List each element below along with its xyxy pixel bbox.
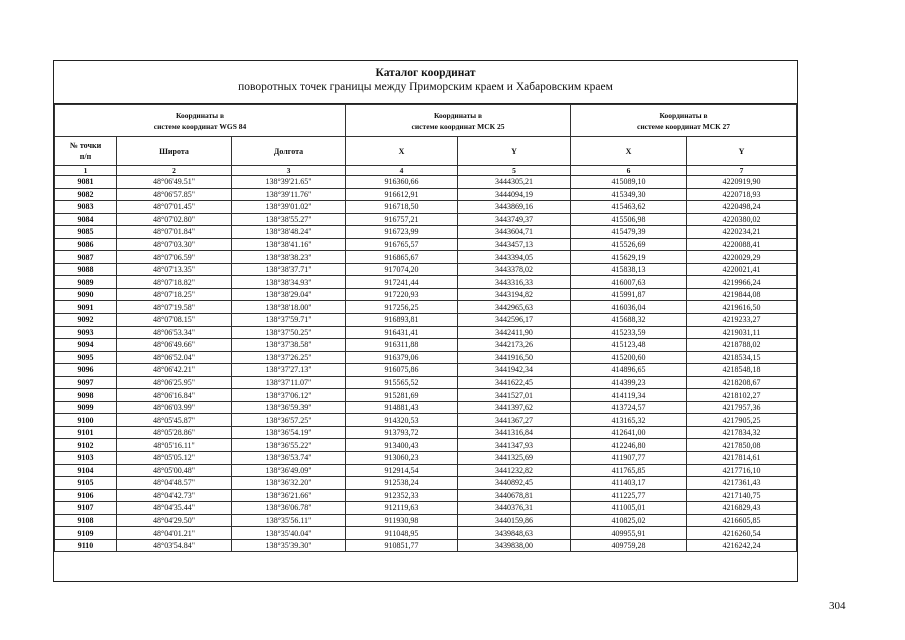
- point-number-cell: 9089: [55, 276, 117, 289]
- msk27-y-cell: 4220498,24: [687, 201, 797, 214]
- table-row: [55, 176, 797, 189]
- msk25-x-cell: 911048,95: [346, 527, 458, 540]
- page-number: 304: [829, 600, 846, 612]
- msk25-x-cell: 916311,88: [346, 339, 458, 352]
- latitude-cell: 48°04'01.21": [117, 527, 232, 540]
- latitude-cell: 48°03'54.84": [117, 539, 232, 552]
- table-row: [55, 452, 797, 465]
- longitude-cell: 138°37'50.25": [232, 326, 346, 339]
- wgs84-header: [55, 105, 346, 137]
- point-number-cell: 9102: [55, 439, 117, 452]
- table-row: [55, 238, 797, 251]
- msk27-x-cell: 411765,85: [571, 464, 687, 477]
- msk25-x-cell: 916360,66: [346, 176, 458, 189]
- latitude-cell: 48°05'05.12": [117, 452, 232, 465]
- longitude-cell: 138°38'38.23": [232, 251, 346, 264]
- longitude-cell: 138°39'01.02": [232, 201, 346, 214]
- longitude-cell: 138°36'06.78": [232, 502, 346, 515]
- latitude-cell: 48°07'18.25": [117, 288, 232, 301]
- longitude-cell: 138°36'21.66": [232, 489, 346, 502]
- msk27-y-cell: 4219031,11: [687, 326, 797, 339]
- latitude-cell: 48°04'42.73": [117, 489, 232, 502]
- msk25-y-cell: 3443604,71: [458, 226, 571, 239]
- msk25-x-cell: 917241,44: [346, 276, 458, 289]
- latitude-cell: 48°06'03.99": [117, 401, 232, 414]
- point-number-cell: 9081: [55, 176, 117, 189]
- msk27-x-cell: 415123,48: [571, 339, 687, 352]
- table-row: [55, 351, 797, 364]
- msk25-x-cell: 913793,72: [346, 426, 458, 439]
- latitude-cell: 48°06'42.21": [117, 364, 232, 377]
- column-number: 5: [458, 166, 571, 176]
- msk25-y-cell: 3440376,31: [458, 502, 571, 515]
- catalog-title: Каталог координат: [375, 67, 476, 79]
- msk25-y-cell: 3440892,45: [458, 477, 571, 490]
- point-number-cell: 9094: [55, 339, 117, 352]
- longitude-cell: 138°35'56.11": [232, 514, 346, 527]
- msk25-x-cell: 912538,24: [346, 477, 458, 490]
- msk27-y-cell: 4218208,67: [687, 376, 797, 389]
- msk25-x-cell: 913060,23: [346, 452, 458, 465]
- msk25-y-cell: 3442411,90: [458, 326, 571, 339]
- point-number-cell: 9084: [55, 213, 117, 226]
- point-number-cell: 9099: [55, 401, 117, 414]
- point-number-cell: 9101: [55, 426, 117, 439]
- catalog-subtitle: поворотных точек границы между Приморским краем и Хабаровским краем: [238, 81, 613, 93]
- msk27-x-cell: 414896,65: [571, 364, 687, 377]
- table-row: [55, 502, 797, 515]
- table-row: [55, 288, 797, 301]
- msk25-y-cell: 3441316,84: [458, 426, 571, 439]
- point-number-cell: 9082: [55, 188, 117, 201]
- msk25-x-cell: 916757,21: [346, 213, 458, 226]
- msk27-x-cell: 415089,10: [571, 176, 687, 189]
- msk27-y-cell: 4216260,54: [687, 527, 797, 540]
- msk25-y-cell: 3441232,82: [458, 464, 571, 477]
- msk25-y-cell: 3443378,02: [458, 263, 571, 276]
- msk25-y-cell: 3441367,27: [458, 414, 571, 427]
- point-number-cell: 9087: [55, 251, 117, 264]
- table-row: [55, 364, 797, 377]
- msk27-x-header: X: [571, 137, 687, 166]
- point-number-header: [55, 137, 117, 166]
- msk27-y-cell: 4217957,36: [687, 401, 797, 414]
- msk25-y-cell: 3441347,93: [458, 439, 571, 452]
- longitude-cell: 138°35'40.04": [232, 527, 346, 540]
- latitude-cell: 48°07'02.80": [117, 213, 232, 226]
- latitude-cell: 48°05'16.11": [117, 439, 232, 452]
- point-number-cell: 9110: [55, 539, 117, 552]
- msk25-y-cell: 3439838,00: [458, 539, 571, 552]
- msk27-y-cell: 4220234,21: [687, 226, 797, 239]
- system-header-line: системе координат МСК 27: [637, 121, 730, 131]
- system-header-line: системе координат WGS 84: [153, 121, 247, 131]
- msk25-y-cell: 3443457,13: [458, 238, 571, 251]
- longitude-cell: 138°36'55.22": [232, 439, 346, 452]
- msk25-x-cell: 916865,67: [346, 251, 458, 264]
- msk25-x-cell: 916612,91: [346, 188, 458, 201]
- msk27-x-cell: 411907,77: [571, 452, 687, 465]
- msk25-x-cell: 912914,54: [346, 464, 458, 477]
- msk27-x-cell: 415629,19: [571, 251, 687, 264]
- table-row: [55, 326, 797, 339]
- msk27-x-cell: 415200,60: [571, 351, 687, 364]
- msk27-x-cell: 413724,57: [571, 401, 687, 414]
- latitude-cell: 48°07'08.15": [117, 314, 232, 327]
- msk25-y-cell: 3441622,45: [458, 376, 571, 389]
- table-row: [55, 414, 797, 427]
- msk27-y-cell: 4219616,50: [687, 301, 797, 314]
- table-row: [55, 426, 797, 439]
- msk27-x-cell: 415479,39: [571, 226, 687, 239]
- point-number-cell: 9100: [55, 414, 117, 427]
- coordinates-table: [54, 104, 797, 552]
- table-row: [55, 213, 797, 226]
- msk27-x-cell: 415991,87: [571, 288, 687, 301]
- longitude-cell: 138°37'11.07": [232, 376, 346, 389]
- table-row: [55, 401, 797, 414]
- msk27-x-cell: 415526,69: [571, 238, 687, 251]
- point-number-cell: 9109: [55, 527, 117, 540]
- msk25-y-cell: 3440159,86: [458, 514, 571, 527]
- table-row: [55, 226, 797, 239]
- msk25-y-cell: 3443316,33: [458, 276, 571, 289]
- latitude-cell: 48°06'52.04": [117, 351, 232, 364]
- msk27-y-cell: 4216242,24: [687, 539, 797, 552]
- table-row: [55, 527, 797, 540]
- coordinate-catalog: [53, 60, 798, 582]
- msk27-y-cell: 4217850,08: [687, 439, 797, 452]
- latitude-cell: 48°07'13.35": [117, 263, 232, 276]
- point-number-cell: 9097: [55, 376, 117, 389]
- msk27-y-cell: 4219844,08: [687, 288, 797, 301]
- table-row: [55, 263, 797, 276]
- longitude-cell: 138°37'38.58": [232, 339, 346, 352]
- msk27-y-cell: 4217361,43: [687, 477, 797, 490]
- msk27-x-cell: 410825,02: [571, 514, 687, 527]
- point-number-cell: 9108: [55, 514, 117, 527]
- latitude-cell: 48°06'49.51": [117, 176, 232, 189]
- msk25-x-cell: 910851,77: [346, 539, 458, 552]
- msk25-x-cell: 917256,25: [346, 301, 458, 314]
- msk25-y-cell: 3440678,81: [458, 489, 571, 502]
- msk27-y-cell: 4216605,85: [687, 514, 797, 527]
- msk25-y-cell: 3443394,05: [458, 251, 571, 264]
- msk27-y-cell: 4218548,18: [687, 364, 797, 377]
- point-number-cell: 9106: [55, 489, 117, 502]
- msk27-y-cell: 4217905,25: [687, 414, 797, 427]
- msk25-x-cell: 915565,52: [346, 376, 458, 389]
- msk25-x-cell: 916379,06: [346, 351, 458, 364]
- point-number-cell: 9091: [55, 301, 117, 314]
- msk27-y-cell: 4220021,41: [687, 263, 797, 276]
- latitude-cell: 48°07'01.84": [117, 226, 232, 239]
- table-row: [55, 376, 797, 389]
- table-row: [55, 251, 797, 264]
- msk27-y-cell: 4218788,02: [687, 339, 797, 352]
- msk25-y-cell: 3441527,01: [458, 389, 571, 402]
- system-header-line: Координаты в: [659, 110, 708, 120]
- longitude-cell: 138°36'49.09": [232, 464, 346, 477]
- latitude-cell: 48°05'00.48": [117, 464, 232, 477]
- msk25-y-cell: 3441942,34: [458, 364, 571, 377]
- point-number-cell: 9093: [55, 326, 117, 339]
- longitude-cell: 138°37'06.12": [232, 389, 346, 402]
- system-header-line: Координаты в: [175, 110, 225, 120]
- msk25-x-header: X: [346, 137, 458, 166]
- msk25-x-cell: 916431,41: [346, 326, 458, 339]
- point-number-cell: 9085: [55, 226, 117, 239]
- msk25-x-cell: 912352,33: [346, 489, 458, 502]
- msk27-y-cell: 4217716,10: [687, 464, 797, 477]
- msk27-x-cell: 411005,01: [571, 502, 687, 515]
- latitude-header: Широта: [117, 137, 232, 166]
- table-row: [55, 301, 797, 314]
- column-numbers-row: [55, 166, 797, 176]
- column-headers-row: [55, 137, 797, 166]
- table-row: [55, 314, 797, 327]
- point-number-cell: 9088: [55, 263, 117, 276]
- msk27-y-cell: 4220088,41: [687, 238, 797, 251]
- latitude-cell: 48°04'35.44": [117, 502, 232, 515]
- title-block: [54, 61, 797, 104]
- longitude-cell: 138°37'27.13": [232, 364, 346, 377]
- msk25-x-cell: 916718,50: [346, 201, 458, 214]
- msk27-y-cell: 4216829,43: [687, 502, 797, 515]
- msk25-x-cell: 912119,63: [346, 502, 458, 515]
- msk27-x-cell: 409759,28: [571, 539, 687, 552]
- msk27-header: [571, 105, 797, 137]
- msk27-x-cell: 414119,34: [571, 389, 687, 402]
- table-row: [55, 514, 797, 527]
- longitude-cell: 138°38'41.16": [232, 238, 346, 251]
- msk27-y-cell: 4220380,02: [687, 213, 797, 226]
- point-number-cell: 9083: [55, 201, 117, 214]
- latitude-cell: 48°07'19.58": [117, 301, 232, 314]
- latitude-cell: 48°06'49.66": [117, 339, 232, 352]
- msk27-x-cell: 411225,77: [571, 489, 687, 502]
- point-number-cell: 9104: [55, 464, 117, 477]
- longitude-cell: 138°36'57.25": [232, 414, 346, 427]
- longitude-cell: 138°38'55.27": [232, 213, 346, 226]
- msk25-y-cell: 3444305,21: [458, 176, 571, 189]
- msk25-x-cell: 911930,98: [346, 514, 458, 527]
- latitude-cell: 48°05'45.87": [117, 414, 232, 427]
- latitude-cell: 48°06'16.84": [117, 389, 232, 402]
- latitude-cell: 48°07'18.82": [117, 276, 232, 289]
- msk25-x-cell: 913400,43: [346, 439, 458, 452]
- latitude-cell: 48°07'01.45": [117, 201, 232, 214]
- latitude-cell: 48°05'28.86": [117, 426, 232, 439]
- latitude-cell: 48°04'48.57": [117, 477, 232, 490]
- longitude-cell: 138°38'18.00": [232, 301, 346, 314]
- msk25-y-cell: 3443749,37: [458, 213, 571, 226]
- msk27-x-cell: 413165,32: [571, 414, 687, 427]
- point-number-cell: 9098: [55, 389, 117, 402]
- msk25-y-cell: 3441397,62: [458, 401, 571, 414]
- table-row: [55, 439, 797, 452]
- msk25-y-cell: 3442596,17: [458, 314, 571, 327]
- column-number: 6: [571, 166, 687, 176]
- table-row: [55, 201, 797, 214]
- msk25-y-cell: 3441916,50: [458, 351, 571, 364]
- msk25-y-cell: 3439848,63: [458, 527, 571, 540]
- longitude-cell: 138°38'29.04": [232, 288, 346, 301]
- msk27-x-cell: 415838,13: [571, 263, 687, 276]
- msk27-y-cell: 4219233,27: [687, 314, 797, 327]
- msk25-x-cell: 916723,99: [346, 226, 458, 239]
- longitude-cell: 138°39'21.65": [232, 176, 346, 189]
- column-number: 2: [117, 166, 232, 176]
- latitude-cell: 48°06'25.95": [117, 376, 232, 389]
- latitude-cell: 48°06'53.34": [117, 326, 232, 339]
- system-header-line: системе координат МСК 25: [411, 121, 505, 131]
- table-row: [55, 477, 797, 490]
- column-number: 7: [687, 166, 797, 176]
- coordinate-systems-row: [55, 105, 797, 137]
- table-row: [55, 276, 797, 289]
- msk27-y-cell: 4220718,93: [687, 188, 797, 201]
- msk27-y-cell: 4220029,29: [687, 251, 797, 264]
- point-number-cell: 9092: [55, 314, 117, 327]
- msk27-y-cell: 4217834,32: [687, 426, 797, 439]
- longitude-cell: 138°37'59.71": [232, 314, 346, 327]
- table-row: [55, 389, 797, 402]
- system-header-line: Координаты в: [433, 110, 483, 120]
- msk27-y-cell: 4218102,27: [687, 389, 797, 402]
- msk25-y-cell: 3442173,26: [458, 339, 571, 352]
- msk25-x-cell: 914881,43: [346, 401, 458, 414]
- point-number-cell: 9107: [55, 502, 117, 515]
- msk25-x-cell: 916075,86: [346, 364, 458, 377]
- longitude-cell: 138°38'37.71": [232, 263, 346, 276]
- latitude-cell: 48°07'06.59": [117, 251, 232, 264]
- longitude-cell: 138°35'39.30": [232, 539, 346, 552]
- table-row: [55, 464, 797, 477]
- longitude-header: Долгота: [232, 137, 346, 166]
- longitude-cell: 138°36'54.19": [232, 426, 346, 439]
- msk25-header: [346, 105, 571, 137]
- point-number-cell: 9090: [55, 288, 117, 301]
- msk27-x-cell: 415463,62: [571, 201, 687, 214]
- msk25-y-cell: 3443194,82: [458, 288, 571, 301]
- msk27-x-cell: 414399,23: [571, 376, 687, 389]
- msk25-y-cell: 3443869,16: [458, 201, 571, 214]
- longitude-cell: 138°36'59.39": [232, 401, 346, 414]
- msk27-y-cell: 4219966,24: [687, 276, 797, 289]
- msk27-x-cell: 415506,98: [571, 213, 687, 226]
- longitude-cell: 138°36'32.20": [232, 477, 346, 490]
- column-number: 3: [232, 166, 346, 176]
- msk27-y-cell: 4218534,15: [687, 351, 797, 364]
- msk25-x-cell: 917220,93: [346, 288, 458, 301]
- msk25-x-cell: 916765,57: [346, 238, 458, 251]
- table-row: [55, 489, 797, 502]
- msk25-y-cell: 3444094,19: [458, 188, 571, 201]
- point-header-line: № точки: [69, 141, 102, 150]
- point-number-cell: 9095: [55, 351, 117, 364]
- msk25-y-cell: 3441325,69: [458, 452, 571, 465]
- latitude-cell: 48°04'29.50": [117, 514, 232, 527]
- latitude-cell: 48°06'57.85": [117, 188, 232, 201]
- msk27-x-cell: 415233,59: [571, 326, 687, 339]
- longitude-cell: 138°39'11.76": [232, 188, 346, 201]
- column-number: 1: [55, 166, 117, 176]
- table-row: [55, 188, 797, 201]
- msk25-x-cell: 914320,53: [346, 414, 458, 427]
- point-number-cell: 9105: [55, 477, 117, 490]
- msk27-y-cell: 4217140,75: [687, 489, 797, 502]
- longitude-cell: 138°36'53.74": [232, 452, 346, 465]
- point-header-line: п/п: [79, 152, 92, 161]
- point-number-cell: 9103: [55, 452, 117, 465]
- table-row: [55, 339, 797, 352]
- column-number: 4: [346, 166, 458, 176]
- msk27-x-cell: 412246,80: [571, 439, 687, 452]
- msk25-x-cell: 917074,20: [346, 263, 458, 276]
- longitude-cell: 138°38'48.24": [232, 226, 346, 239]
- msk27-x-cell: 415688,32: [571, 314, 687, 327]
- table-row: [55, 539, 797, 552]
- point-number-cell: 9096: [55, 364, 117, 377]
- msk25-y-cell: 3442965,63: [458, 301, 571, 314]
- msk25-y-header: Y: [458, 137, 571, 166]
- msk27-y-header: Y: [687, 137, 797, 166]
- msk25-x-cell: 915281,69: [346, 389, 458, 402]
- msk27-y-cell: 4220919,90: [687, 176, 797, 189]
- msk27-x-cell: 415349,30: [571, 188, 687, 201]
- longitude-cell: 138°37'26.25": [232, 351, 346, 364]
- latitude-cell: 48°07'03.30": [117, 238, 232, 251]
- msk25-x-cell: 916893,81: [346, 314, 458, 327]
- longitude-cell: 138°38'34.93": [232, 276, 346, 289]
- msk27-x-cell: 416007,63: [571, 276, 687, 289]
- msk27-y-cell: 4217814,61: [687, 452, 797, 465]
- point-number-cell: 9086: [55, 238, 117, 251]
- msk27-x-cell: 411403,17: [571, 477, 687, 490]
- msk27-x-cell: 412641,00: [571, 426, 687, 439]
- msk27-x-cell: 416036,04: [571, 301, 687, 314]
- msk27-x-cell: 409955,91: [571, 527, 687, 540]
